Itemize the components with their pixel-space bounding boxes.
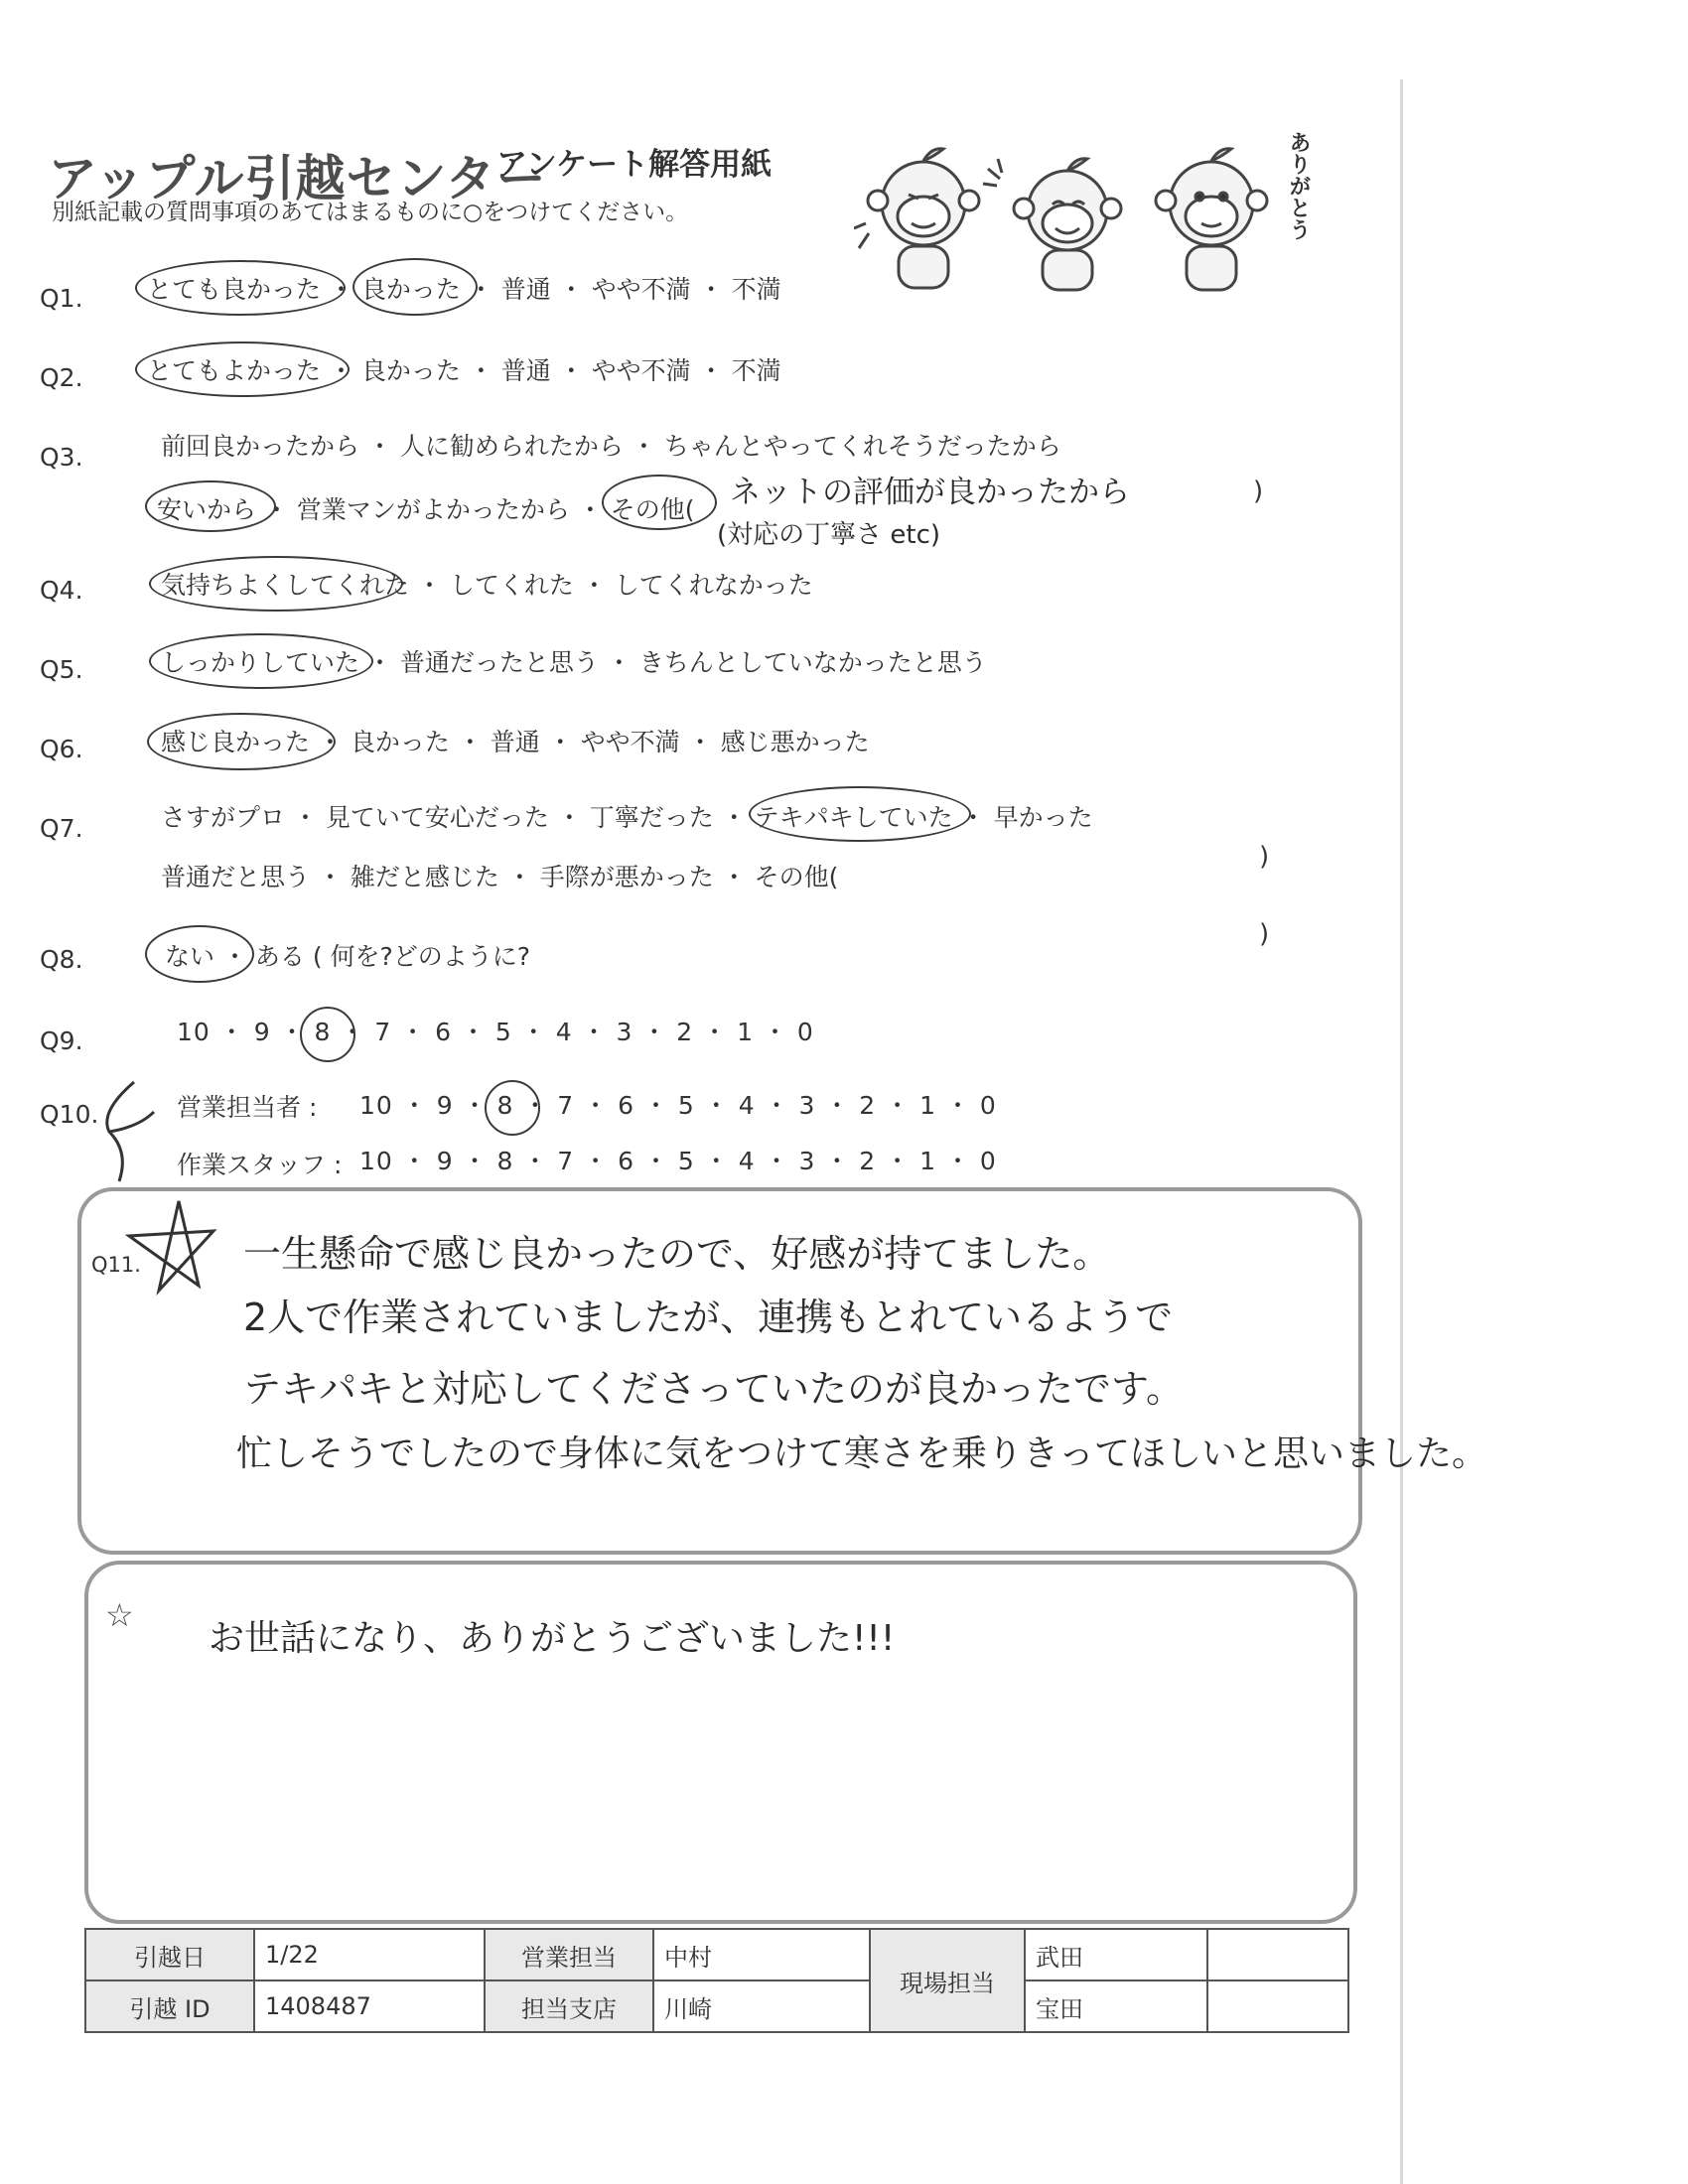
q3-handwritten-2: (対応の丁寧さ etc) [717,520,941,550]
q7-label: Q7. [40,814,83,843]
q8-label: Q8. [40,945,83,974]
q10-sales-options: 10 ・ 9 ・ 8 ・ 7 ・ 6 ・ 5 ・ 4 ・ 3 ・ 2 ・ 1 ・ 0 [359,1091,997,1120]
branch-value: 川崎 [653,1980,870,2032]
monkey-1-icon [854,149,979,288]
form-subtitle: アンケート解答用紙 [496,147,773,183]
q1-circle-1 [135,260,346,316]
monkey-2-icon [983,159,1121,290]
q7-line1: さすがプロ ・ 見ていて安心だった ・ 丁寧だった ・ テキパキしていた ・ 早かった [161,803,1093,832]
q6-circle [147,713,336,770]
q6-options: 感じ良かった ・ 良かった ・ 普通 ・ やや不満 ・ 感じ悪かった [161,728,870,756]
q11-star-mark-icon [119,1191,228,1300]
q1-label: Q1. [40,284,83,313]
q8-circle [145,925,254,983]
page-edge [1400,79,1403,2184]
q10-sales-label: 営業担当者 : [177,1093,318,1122]
q3-close-paren: ) [1253,477,1264,506]
site-value-1: 武田 [1025,1929,1207,1980]
brand-title: アップル引越センター [48,150,547,207]
q11-label: Q11. [91,1253,141,1277]
q3-circle-2 [602,475,717,530]
extra-star-symbol: ☆ [105,1596,134,1634]
empty-cell-2 [1207,1980,1348,2032]
q11-line-2: 2人で作業されていましたが、連携もとれているようで [243,1296,1174,1339]
q7-close-paren: ) [1259,842,1270,872]
site-label: 現場担当 [870,1929,1025,2032]
site-value-2: 宝田 [1025,1980,1207,2032]
q9-options: 10 ・ 9 ・ 8 ・ 7 ・ 6 ・ 5 ・ 4 ・ 3 ・ 2 ・ 1 ・ 0 [177,1018,814,1046]
sales-value: 中村 [653,1929,870,1980]
q11-line-1: 一生懸命で感じ良かったので、好感が持てました。 [243,1232,1111,1276]
q9-label: Q9. [40,1026,83,1055]
q1-options: とても良かった ・ 良かった ・ 普通 ・ やや不満 ・ 不満 [147,275,781,304]
q10-circle [485,1080,540,1136]
q4-circle [149,556,403,612]
move-id-label: 引越 ID [85,1980,254,2032]
mascot-illustration [854,129,1311,303]
move-date-label: 引越日 [85,1929,254,1980]
q9-circle [300,1007,355,1062]
q2-options: とてもよかった ・ 良かった ・ 普通 ・ やや不満 ・ 不満 [147,356,781,385]
q10-staff-label: 作業スタッフ : [177,1151,343,1179]
q10-staff-options: 10 ・ 9 ・ 8 ・ 7 ・ 6 ・ 5 ・ 4 ・ 3 ・ 2 ・ 1 ・ 0 [359,1147,997,1175]
q2-circle [135,341,350,397]
q11-line-3: テキパキと対応してくださっていたのが良かったです。 [243,1367,1184,1411]
q10-check-mark-icon [79,1072,169,1191]
q3-line2: 安いから ・ 営業マンがよかったから ・ その他( [157,495,695,524]
q11-line-4: 忙しそうでしたので身体に気をつけて寒さを乗りきってほしいと思いました。 [236,1433,1488,1474]
q2-label: Q2. [40,363,83,392]
q5-label: Q5. [40,655,83,684]
q3-label: Q3. [40,443,83,472]
q5-options: しっかりしていた ・ 普通だったと思う ・ きちんとしていなかったと思う [161,648,987,677]
q6-label: Q6. [40,735,83,763]
q8-options: ない ・ ある ( 何を?どのように? [165,942,531,971]
extra-comment-text: お世話になり、ありがとうございました!!! [209,1618,896,1659]
mascot-caption: ありがとう [1286,131,1311,240]
info-table [84,1928,1349,2033]
q4-options: 気持ちよくしてくれた ・ してくれた ・ してくれなかった [161,571,813,600]
q8-close-paren: ) [1259,919,1270,949]
instruction-text: 別紙記載の質問事項のあてはまるものに○をつけてください。 [52,200,689,225]
monkey-3-icon [1156,149,1267,290]
q3-line1: 前回良かったから ・ 人に勧められたから ・ ちゃんとやってくれそうだったから [161,432,1061,461]
branch-label: 担当支店 [485,1980,653,2032]
q7-circle [749,786,971,842]
q1-circle-2 [352,258,478,316]
empty-cell-1 [1207,1929,1348,1980]
sales-label: 営業担当 [485,1929,653,1980]
q10-label: Q10. [40,1100,99,1129]
move-id-value: 1408487 [254,1980,485,2032]
q3-handwritten-1: ネットの評価が良かったから [730,475,1130,510]
q5-circle [149,633,373,689]
q3-circle-1 [145,480,276,532]
q7-line2: 普通だと思う ・ 雑だと感じた ・ 手際が悪かった ・ その他( [161,863,839,891]
q4-label: Q4. [40,576,83,605]
move-date-value: 1/22 [254,1929,485,1980]
